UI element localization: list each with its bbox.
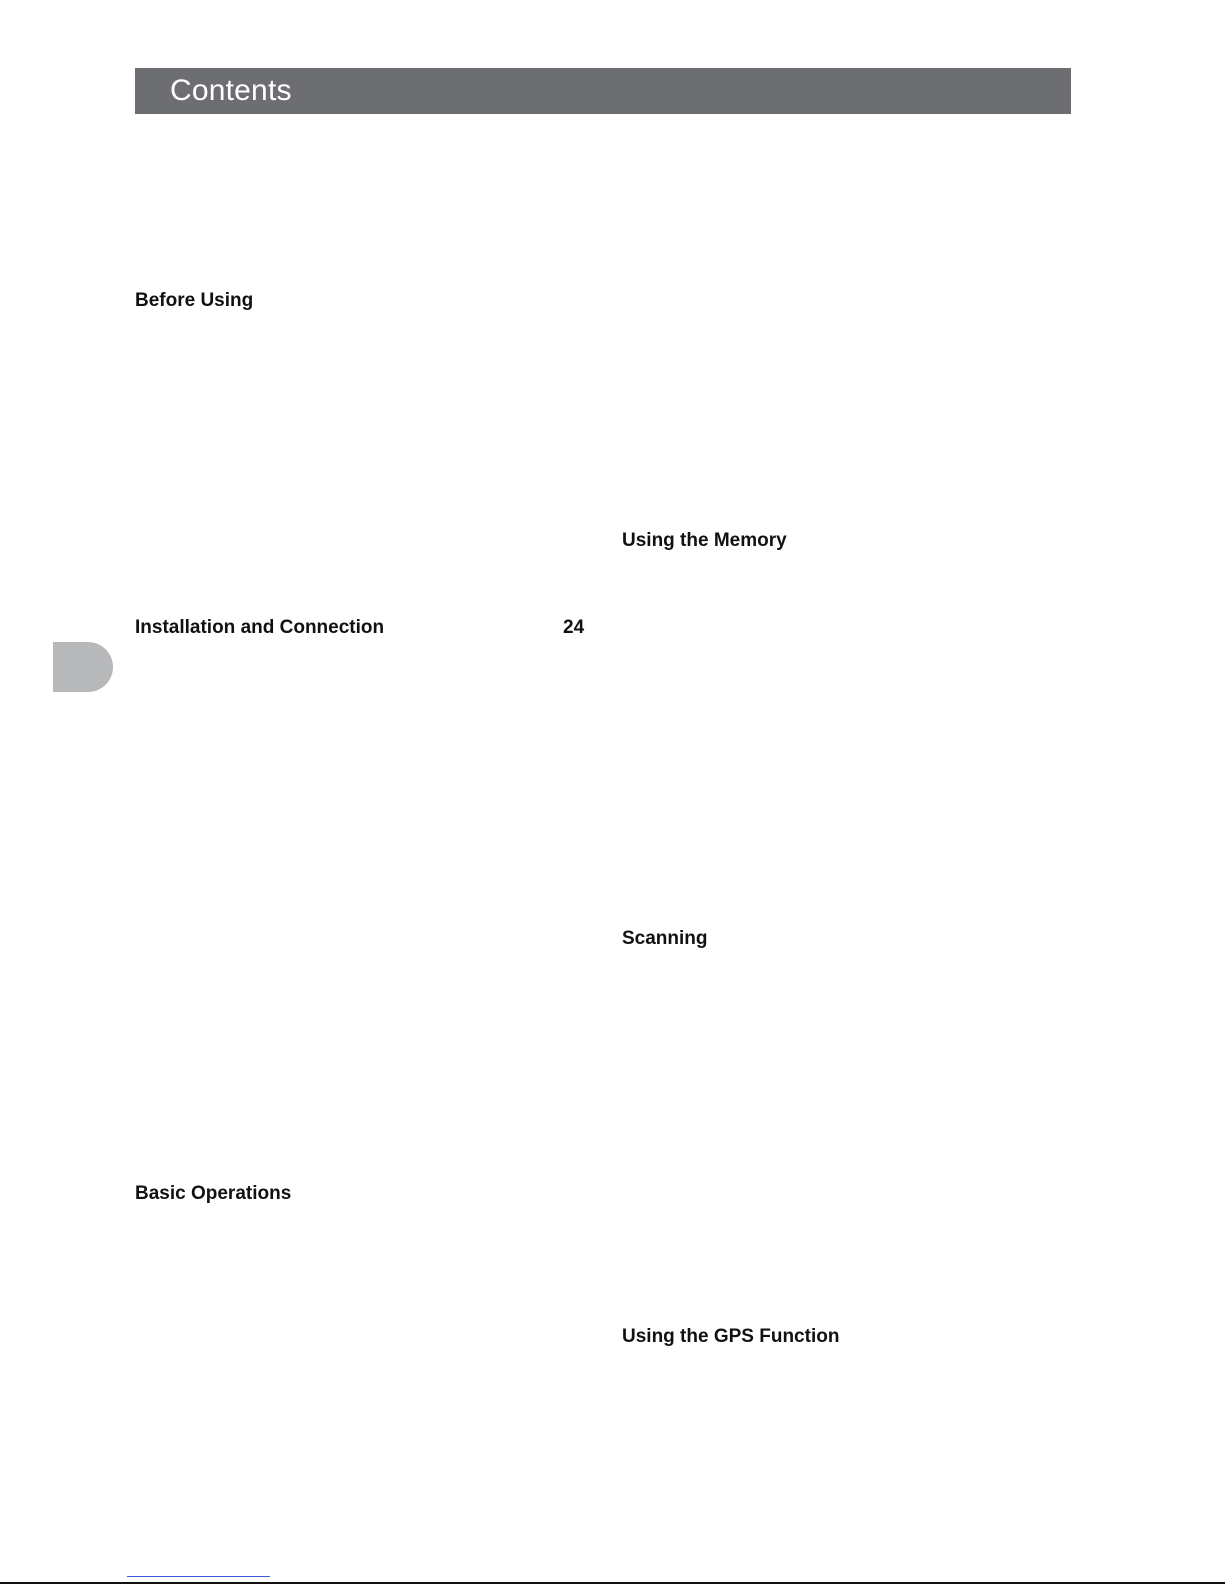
section-heading-before-using[interactable]: Before Using	[135, 290, 254, 311]
side-index-tab	[53, 642, 113, 692]
section-heading-using-the-gps-function[interactable]: Using the GPS Function	[622, 1326, 840, 1347]
section-heading-basic-operations[interactable]: Basic Operations	[135, 1183, 292, 1204]
contents-header-bar	[135, 68, 1071, 114]
page-title: Contents	[170, 74, 292, 107]
section-heading-scanning[interactable]: Scanning	[622, 928, 708, 949]
section-heading-using-the-memory[interactable]: Using the Memory	[622, 530, 787, 551]
bottom-divider	[0, 1582, 1225, 1584]
section-heading-installation-and-connection[interactable]: Installation and Connection	[135, 617, 385, 638]
section-page-number-installation-and-connection[interactable]: 24	[563, 617, 585, 638]
bottom-link-underline	[127, 1576, 270, 1577]
